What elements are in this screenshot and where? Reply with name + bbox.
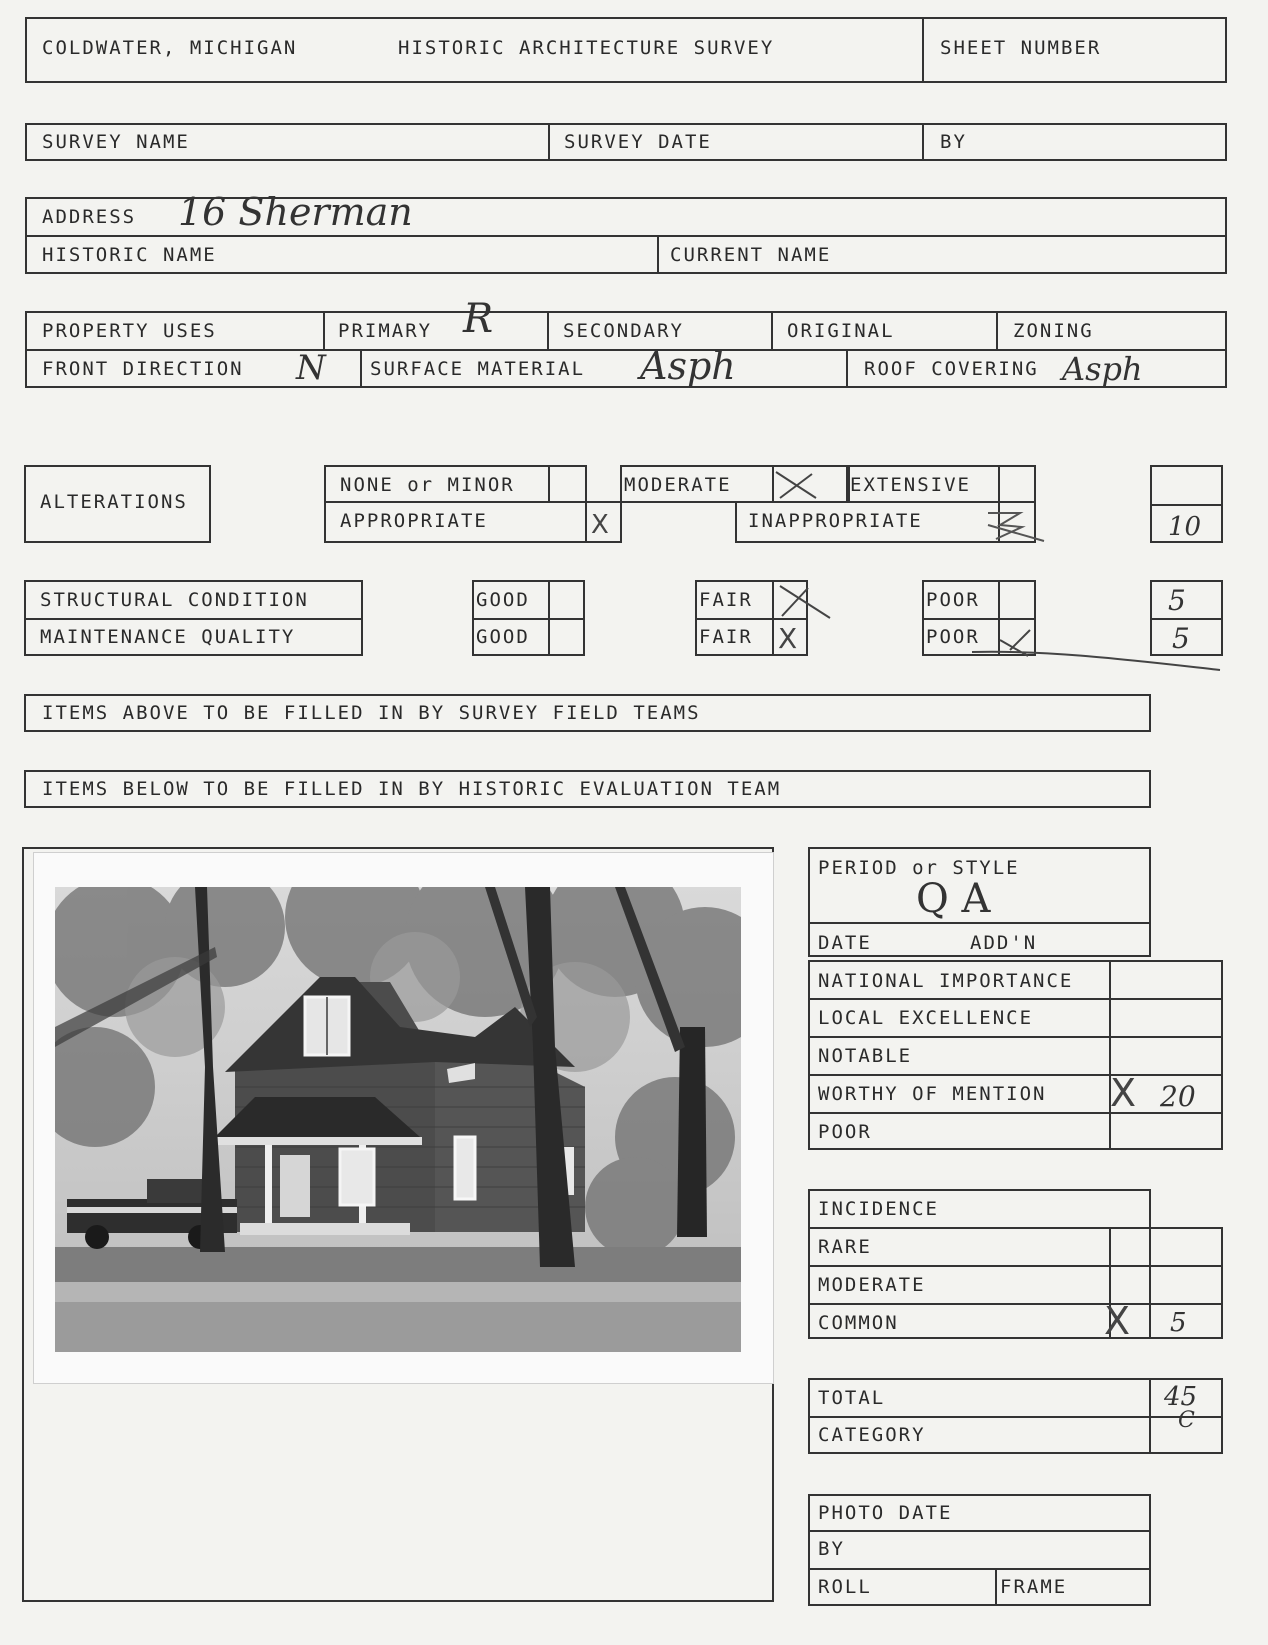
address-label: ADDRESS	[42, 206, 137, 228]
total-value: 45	[1164, 1382, 1198, 1412]
moderate-check-mark	[772, 468, 822, 502]
roof-covering-label: ROOF COVERING	[864, 358, 1039, 380]
local-excellence-label: LOCAL EXCELLENCE	[818, 1007, 1034, 1029]
survey-date-label: SURVEY DATE	[564, 131, 712, 153]
appropriate-check: X	[591, 510, 609, 540]
structural-fair-check	[774, 582, 838, 622]
structural-condition-label: STRUCTURAL CONDITION	[40, 589, 309, 611]
maintenance-poor-label: POOR	[926, 626, 980, 648]
original-label: ORIGINAL	[787, 320, 895, 342]
primary-label: PRIMARY	[338, 320, 433, 342]
maintenance-quality-label: MAINTENANCE QUALITY	[40, 626, 296, 648]
maintenance-score: 5	[1172, 622, 1190, 655]
inappropriate-scribble	[984, 505, 1048, 545]
structural-poor-label: POOR	[926, 589, 980, 611]
incidence-label: INCIDENCE	[818, 1198, 939, 1220]
alterations-label: ALTERATIONS	[40, 491, 188, 513]
roll-label: ROLL	[818, 1576, 872, 1598]
category-label: CATEGORY	[818, 1424, 926, 1446]
house-photo-image	[55, 887, 741, 1352]
date-label: DATE	[818, 932, 872, 954]
items-below-note: ITEMS BELOW TO BE FILLED IN BY HISTORIC EVALUATION TEAM	[42, 778, 782, 800]
address-value: 16 Sherman	[178, 190, 413, 234]
worthy-of-mention-label: WORTHY OF MENTION	[818, 1083, 1047, 1105]
frame-label: FRAME	[1000, 1576, 1068, 1598]
moderate-label: MODERATE	[624, 474, 732, 496]
survey-name-label: SURVEY NAME	[42, 131, 190, 153]
survey-by-label: BY	[940, 131, 967, 153]
none-minor-label: NONE or MINOR	[340, 474, 515, 496]
structural-score: 5	[1168, 584, 1186, 617]
form-title: HISTORIC ARCHITECTURE SURVEY	[398, 37, 775, 59]
maintenance-good-label: GOOD	[476, 626, 530, 648]
evaluation-poor-label: POOR	[818, 1121, 872, 1143]
items-above-note: ITEMS ABOVE TO BE FILLED IN BY SURVEY FIELD TEAMS	[42, 702, 701, 724]
front-direction-label: FRONT DIRECTION	[42, 358, 244, 380]
property-uses-label: PROPERTY USES	[42, 320, 217, 342]
structural-fair-label: FAIR	[699, 589, 753, 611]
common-label: COMMON	[818, 1312, 899, 1334]
total-label: TOTAL	[818, 1387, 886, 1409]
photo-by-label: BY	[818, 1538, 845, 1560]
national-importance-label: NATIONAL IMPORTANCE	[818, 970, 1074, 992]
common-score: 5	[1170, 1308, 1187, 1338]
rare-label: RARE	[818, 1236, 872, 1258]
notable-label: NOTABLE	[818, 1045, 913, 1067]
worthy-check: X	[1110, 1071, 1137, 1115]
surface-material-label: SURFACE MATERIAL	[370, 358, 586, 380]
common-check: X	[1104, 1299, 1131, 1343]
alterations-score: 10	[1168, 512, 1202, 542]
front-direction-value: N	[296, 348, 326, 388]
house-photo	[55, 887, 741, 1352]
historic-name-label: HISTORIC NAME	[42, 244, 217, 266]
roof-covering-value: Asph	[1062, 350, 1143, 388]
worthy-score: 20	[1160, 1080, 1196, 1113]
primary-value: R	[463, 296, 494, 342]
sheet-number-label: SHEET NUMBER	[940, 37, 1102, 59]
structural-good-label: GOOD	[476, 589, 530, 611]
inappropriate-label: INAPPROPRIATE	[748, 510, 923, 532]
category-value: C	[1178, 1408, 1195, 1433]
current-name-label: CURRENT NAME	[670, 244, 832, 266]
period-style-value: Q A	[916, 876, 991, 922]
addn-label: ADD'N	[970, 932, 1038, 954]
appropriate-label: APPROPRIATE	[340, 510, 488, 532]
secondary-label: SECONDARY	[563, 320, 684, 342]
photo-date-label: PHOTO DATE	[818, 1502, 953, 1524]
maintenance-fair-check: X	[778, 622, 798, 655]
period-style-label: PERIOD or STYLE	[818, 857, 1020, 879]
city-label: COLDWATER, MICHIGAN	[42, 37, 298, 59]
incidence-moderate-label: MODERATE	[818, 1274, 926, 1296]
surface-material-value: Asph	[640, 344, 736, 388]
zoning-label: ZONING	[1013, 320, 1094, 342]
maintenance-fair-label: FAIR	[699, 626, 753, 648]
extensive-label: EXTENSIVE	[850, 474, 971, 496]
